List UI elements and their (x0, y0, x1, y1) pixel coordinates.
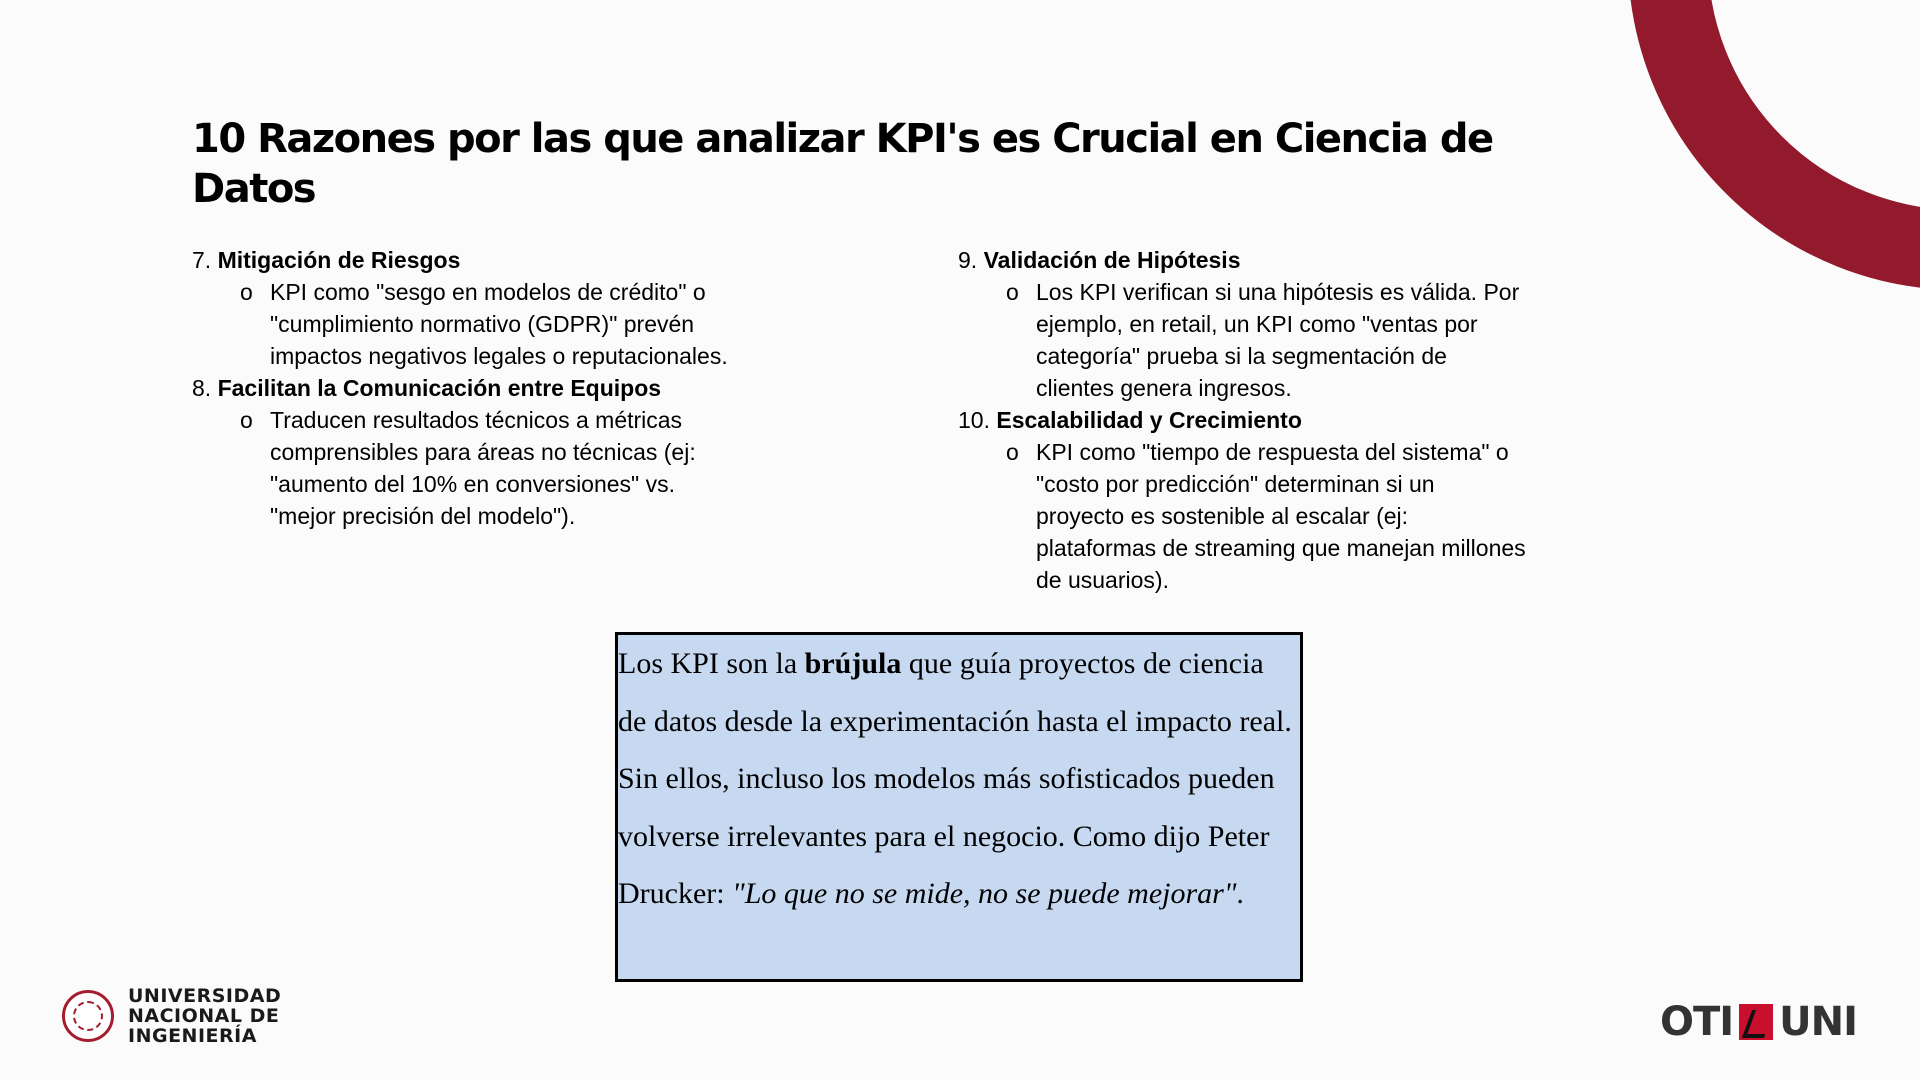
bullet-circle-icon: o (240, 407, 253, 433)
quote-text-start: Los KPI son la (618, 647, 805, 680)
slide-title: 10 Razones por las que analizar KPI's es Crucial en Ciencia de Datos (192, 116, 1493, 212)
reason-bullet (240, 276, 812, 372)
quote-bold-word: brújula (804, 647, 902, 680)
reason-number: 8. (192, 375, 218, 401)
reason-bullet (1006, 276, 1578, 404)
bullet-circle-icon: o (240, 279, 253, 305)
reason-title: Facilitan la Comunicación entre Equipos (217, 375, 662, 401)
quote-text-end: . (1236, 877, 1244, 910)
reason-9 (958, 244, 1578, 404)
decorative-arc (1628, 0, 1920, 290)
reason-number: 10. (958, 407, 997, 433)
reason-title: Mitigación de Riesgos (217, 247, 461, 273)
oti-uni-logo (1660, 1000, 1857, 1044)
bullet-text: KPI como "tiempo de respuesta del sistema" o "costo por predicción" determinan si un proyecto es sostenible al escalar (ej: plataformas de streaming que manejan millones de usuarios). (1036, 439, 1526, 593)
reason-number: 9. (958, 247, 984, 273)
reason-heading (192, 372, 812, 404)
university-logo (62, 986, 281, 1046)
oti-mark-icon (1739, 1004, 1773, 1040)
reason-heading (958, 404, 1578, 436)
quote-box (615, 632, 1303, 982)
university-name-line: NACIONAL DE (128, 1005, 280, 1027)
reason-7 (192, 244, 812, 372)
reason-bullet (240, 404, 812, 532)
reason-heading (958, 244, 1578, 276)
uni-text: UNI (1779, 999, 1858, 1045)
bullet-circle-icon: o (1006, 279, 1019, 305)
oti-text: OTI (1660, 999, 1734, 1045)
bullet-text: Traducen resultados técnicos a métricas comprensibles para áreas no técnicas (ej: "aumento del 10% en conversiones" vs. "mejor precisión del modelo"). (270, 407, 696, 529)
quote-text-middle: que guía proyectos de ciencia de datos desde la experimentación hasta el impacto real. Sin ellos, incluso los modelos más sofisticados pueden volverse irrelevantes para el negocio. Como dijo Peter Drucker: (618, 647, 1292, 910)
university-name-line: UNIVERSIDAD (128, 985, 282, 1007)
reason-title: Validación de Hipótesis (983, 247, 1241, 273)
reason-number: 7. (192, 247, 218, 273)
reason-title: Escalabilidad y Crecimiento (996, 407, 1302, 433)
university-seal-icon (62, 990, 114, 1042)
university-name-line: INGENIERÍA (128, 1025, 257, 1047)
reason-8 (192, 372, 812, 532)
bullet-text: Los KPI verifican si una hipótesis es válida. Por ejemplo, en retail, un KPI como "ventas por categoría" prueba si la segmentación de clientes genera ingresos. (1036, 279, 1520, 401)
university-name (128, 986, 281, 1046)
reason-heading (192, 244, 812, 276)
right-column (958, 244, 1578, 596)
reason-bullet (1006, 436, 1578, 596)
quote-citation: "Lo que no se mide, no se puede mejorar" (732, 877, 1237, 910)
reason-10 (958, 404, 1578, 596)
bullet-circle-icon: o (1006, 439, 1019, 465)
left-column (192, 244, 812, 532)
bullet-text: KPI como "sesgo en modelos de crédito" o "cumplimiento normativo (GDPR)" prevén impactos negativos legales o reputacionales. (270, 279, 728, 369)
